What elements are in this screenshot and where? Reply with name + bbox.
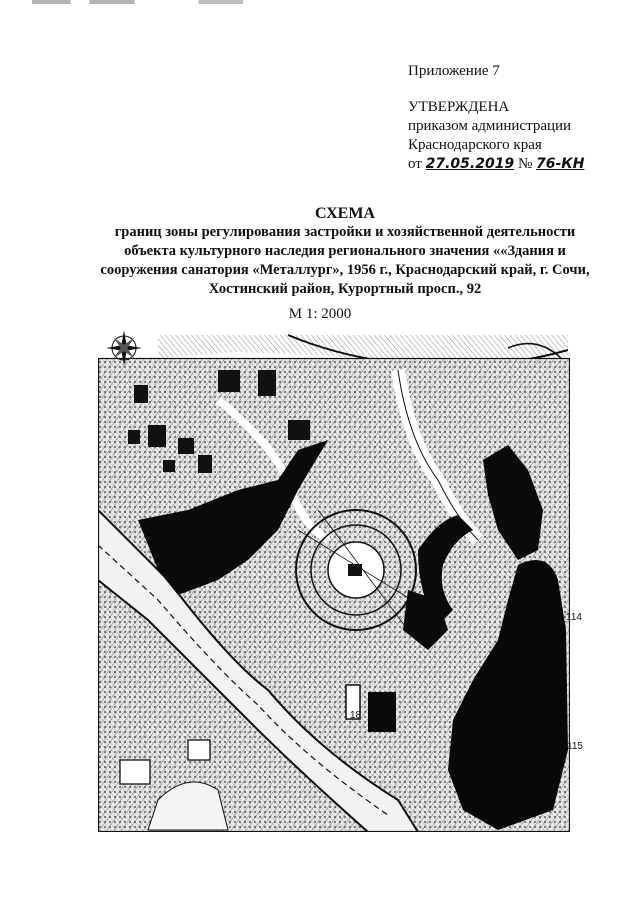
title-line-2: объекта культурного наследия регионального значения ««Здания и	[124, 243, 566, 259]
title-line-4: Хостинский район, Курортный просп., 92	[208, 281, 482, 297]
date-prefix: от	[408, 156, 422, 172]
title-line-1: границ зоны регулирования застройки и хозяйственной деятельности	[114, 224, 576, 240]
title-heading: СХЕМА	[314, 205, 376, 222]
title-line-3: сооружения санатория «Металлург», 1956 г., Краснодарский край, г. Сочи,	[100, 262, 590, 278]
point-label-114: 114	[566, 612, 582, 623]
survey-main	[98, 358, 570, 832]
number-prefix: №	[517, 156, 533, 172]
boundary-map	[98, 330, 570, 832]
approval-stamp	[408, 62, 633, 174]
order-date-line	[408, 155, 633, 174]
approved-label: УТВЕРЖДЕНА	[408, 99, 510, 115]
order-date: 27.05.2019	[425, 156, 515, 172]
map-scale: М 1: 2000	[288, 306, 352, 322]
parcel-label-18: 18	[350, 710, 362, 721]
appendix-number: Приложение 7	[408, 63, 500, 79]
document-title	[80, 204, 610, 299]
order-number: 76-КН	[536, 156, 585, 172]
order-line-1: приказом администрации	[408, 118, 572, 134]
scan-artifact	[0, 0, 640, 4]
point-label-115: 115	[567, 741, 583, 752]
order-line-2: Краснодарского края	[408, 137, 542, 153]
